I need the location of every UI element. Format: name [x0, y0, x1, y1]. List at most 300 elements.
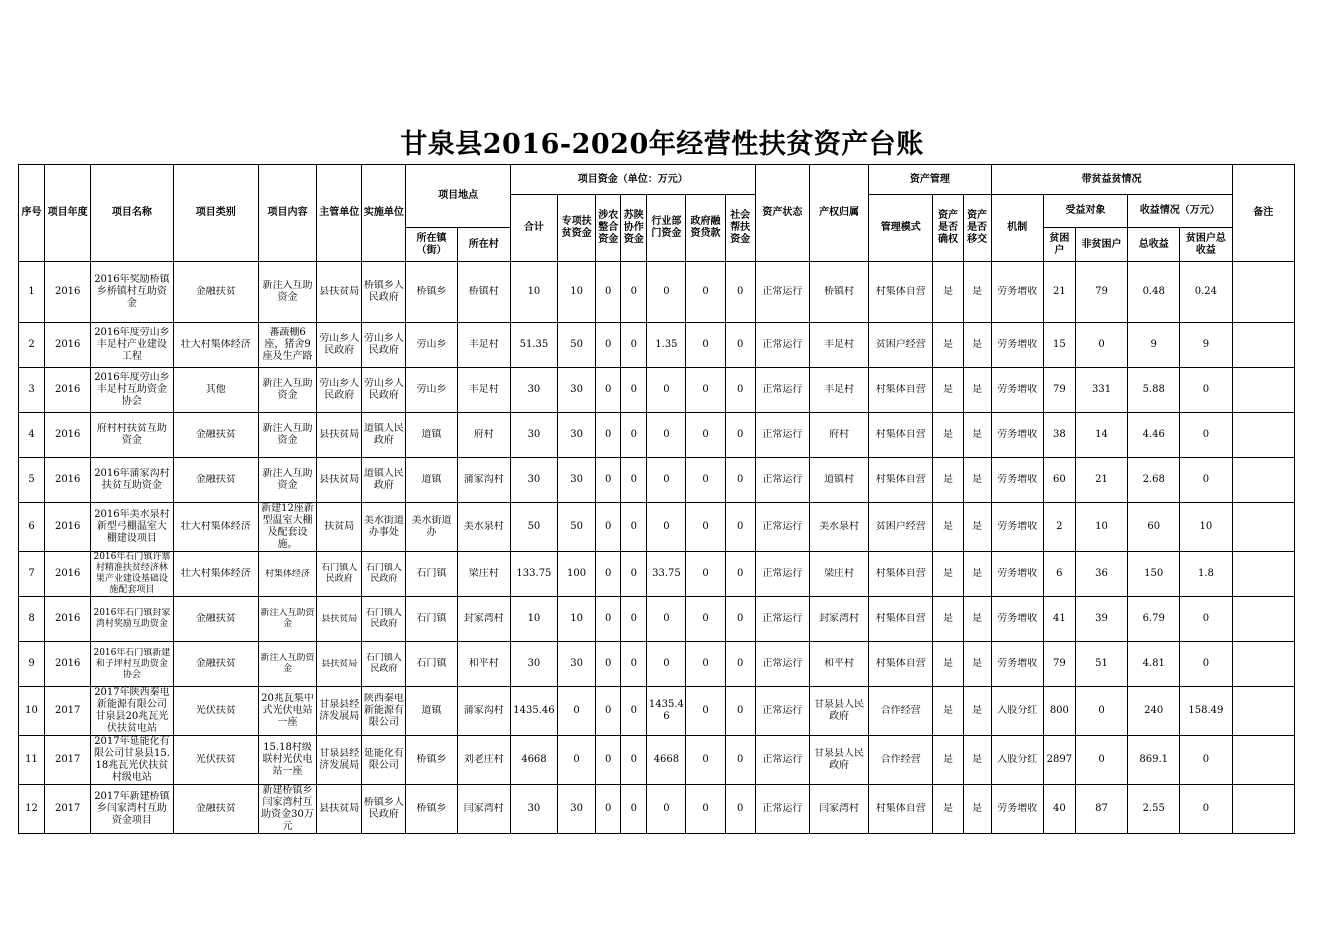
cell-village: [457, 642, 510, 687]
cell-town: [406, 642, 457, 687]
cell-dept: [317, 323, 362, 368]
cell-seq: [19, 687, 45, 736]
cell-text: 2016年蒲家沟村扶贫互助资金: [94, 468, 170, 491]
cell-text: 合作经营: [880, 754, 921, 765]
cell-social: [725, 552, 755, 597]
cell-text: 0: [1202, 658, 1210, 669]
cell-text: 壮大村集体经济: [180, 568, 251, 579]
cell-seq: [19, 368, 45, 413]
cell-nonpoor: [1075, 503, 1127, 552]
cell-text: 0: [630, 384, 637, 395]
header-category: 项目类别: [173, 165, 258, 262]
cell-text: 是: [942, 339, 953, 350]
cell-text: 1435.46: [648, 699, 684, 722]
cell-sushaan: [621, 323, 647, 368]
cell-text: 劳山乡人民政府: [319, 333, 360, 356]
cell-nonpoor: [1075, 736, 1127, 785]
cell-remark: [1232, 785, 1294, 834]
cell-village: [457, 736, 510, 785]
cell-dept: [317, 552, 362, 597]
cell-text: 金融扶贫: [195, 474, 236, 485]
cell-text: 2016年石门镇封家湾村奖励互助资金: [93, 608, 171, 629]
cell-text: 正常运行: [762, 339, 803, 350]
cell-transferred: [963, 458, 991, 503]
cell-text: 0: [737, 754, 744, 765]
cell-town: [406, 262, 457, 323]
cell-text: 道镇人民政府: [363, 423, 404, 446]
cell-text: 41: [1053, 613, 1066, 624]
cell-total: [510, 785, 557, 834]
cell-text: 金融扶贫: [195, 803, 236, 814]
cell-text: 劳务增收: [997, 384, 1038, 395]
cell-text: 入股分红: [997, 705, 1038, 716]
cell-text: 新注入互助资金: [262, 423, 313, 446]
cell-text: 石门镇人民政府: [321, 563, 358, 584]
cell-seq: [19, 736, 45, 785]
cell-mechanism: [991, 687, 1043, 736]
table-row: [19, 262, 1295, 323]
cell-text: 2016: [54, 339, 81, 350]
cell-text: 桥镇村: [824, 286, 855, 297]
cell-industry: [647, 552, 686, 597]
cell-text: 0: [663, 803, 670, 814]
header-benefit: 带贫益贫情况: [991, 165, 1232, 195]
cell-mgmt-mode: [869, 785, 933, 834]
cell-text: 2016年石门镇新建和子坪村互助资金协会: [93, 647, 171, 680]
cell-dept: [317, 503, 362, 552]
cell-text: 0: [737, 658, 744, 669]
cell-text: 壮大村集体经济: [180, 521, 251, 532]
cell-text: 是: [942, 521, 953, 532]
cell-text: 30: [570, 474, 583, 485]
cell-poor-income: [1180, 552, 1232, 597]
cell-text: 延能化有限公司: [363, 748, 404, 771]
cell-text: 0: [1202, 613, 1210, 624]
cell-text: 丰足村: [468, 384, 499, 395]
cell-nonpoor: [1075, 413, 1127, 458]
cell-nonpoor: [1075, 262, 1127, 323]
cell-text: 石门镇人民政府: [365, 653, 402, 674]
cell-mechanism: [991, 642, 1043, 687]
cell-confirmed: [933, 736, 963, 785]
header-content: 项目内容: [258, 165, 316, 262]
cell-text: 6.79: [1142, 613, 1165, 624]
cell-poor: [1043, 262, 1075, 323]
cell-text: 0.48: [1142, 286, 1165, 297]
cell-category: [173, 413, 258, 458]
cell-text: 2016年美水泉村新型弓棚温室大棚建设项目: [94, 509, 170, 544]
cell-text: 正常运行: [762, 613, 803, 624]
cell-text: 正常运行: [762, 474, 803, 485]
cell-loan: [686, 736, 725, 785]
cell-special: [558, 323, 596, 368]
cell-text: 县扶贫局: [321, 613, 358, 624]
cell-transferred: [963, 785, 991, 834]
cell-mechanism: [991, 413, 1043, 458]
header-special: 专项扶贫资金: [558, 195, 596, 262]
asset-ledger-table: [18, 164, 1295, 834]
cell-village: [457, 785, 510, 834]
header-nonpoor-households: 非贫困户: [1075, 228, 1127, 262]
cell-impl: [362, 687, 406, 736]
cell-text: 0: [605, 658, 612, 669]
cell-text: 0: [663, 613, 670, 624]
header-poor-households: 贫困户: [1043, 228, 1075, 262]
cell-text: 正常运行: [762, 568, 803, 579]
cell-poor-income: [1180, 597, 1232, 642]
cell-confirmed: [933, 642, 963, 687]
cell-text: 0: [1202, 384, 1210, 395]
cell-mgmt-mode: [869, 368, 933, 413]
cell-dept: [317, 642, 362, 687]
cell-text: 0: [663, 658, 670, 669]
cell-confirmed: [933, 368, 963, 413]
cell-text: 869.1: [1139, 754, 1169, 765]
cell-text: 0: [702, 286, 709, 297]
header-total: 合计: [510, 195, 557, 262]
page-title: 甘泉县2016-2020年经营性扶贫资产台账: [400, 129, 924, 160]
cell-text: 金融扶贫: [195, 429, 236, 440]
cell-text: 村集体自营: [875, 286, 926, 297]
cell-text: 0: [737, 286, 744, 297]
cell-impl: [362, 785, 406, 834]
table-row: [19, 736, 1295, 785]
cell-text: 是: [972, 384, 983, 395]
cell-text: 是: [942, 474, 953, 485]
cell-text: 是: [972, 286, 983, 297]
cell-text: 入股分红: [997, 754, 1038, 765]
cell-text: 丰足村: [824, 339, 855, 350]
cell-text: 2016年石门镇许寨村精准扶贫经济林果产业建设基础设施配套项目: [93, 552, 171, 595]
cell-social: [725, 458, 755, 503]
cell-text: 10: [1199, 521, 1213, 532]
cell-text: 2017年新建桥镇乡闫家湾村互助资金项目: [94, 791, 170, 826]
cell-text: 美水街道办事处: [363, 515, 404, 538]
cell-sushaan: [621, 785, 647, 834]
cell-nonpoor: [1075, 785, 1127, 834]
cell-remark: [1232, 323, 1294, 368]
cell-total: [510, 368, 557, 413]
cell-text: 是: [972, 568, 983, 579]
cell-category: [173, 323, 258, 368]
header-mgmt-mode: 管理模式: [869, 195, 933, 262]
cell-town: [406, 597, 457, 642]
cell-nonpoor: [1075, 323, 1127, 368]
cell-impl: [362, 262, 406, 323]
cell-text: 2016: [54, 429, 81, 440]
cell-mgmt-mode: [869, 552, 933, 597]
cell-agri: [596, 323, 621, 368]
cell-total: [510, 736, 557, 785]
cell-ownership: [809, 785, 868, 834]
cell-text: 14: [1095, 429, 1108, 440]
cell-mechanism: [991, 597, 1043, 642]
cell-industry: [647, 736, 686, 785]
cell-text: 金融扶贫: [195, 613, 236, 624]
cell-seq: [19, 458, 45, 503]
cell-text: 新建桥镇乡闫家湾村互助资金30万元: [261, 785, 314, 832]
cell-loan: [686, 785, 725, 834]
cell-text: 是: [942, 803, 953, 814]
cell-status: [755, 368, 809, 413]
cell-text: 0: [1202, 754, 1210, 765]
cell-industry: [647, 323, 686, 368]
cell-confirmed: [933, 503, 963, 552]
cell-seq: [19, 262, 45, 323]
cell-remark: [1232, 262, 1294, 323]
cell-poor: [1043, 323, 1075, 368]
header-transferred: 资产是否移交: [963, 195, 991, 262]
cell-special: [558, 413, 596, 458]
cell-text: 劳务增收: [997, 474, 1038, 485]
cell-text: 正常运行: [762, 754, 803, 765]
cell-total-income: [1128, 458, 1180, 503]
cell-text: 0: [663, 429, 670, 440]
cell-text: 1.35: [655, 339, 678, 350]
cell-text: 封家湾村: [463, 613, 504, 624]
cell-mechanism: [991, 368, 1043, 413]
cell-text: 2016: [54, 286, 81, 297]
cell-mechanism: [991, 323, 1043, 368]
cell-text: 0: [630, 658, 637, 669]
cell-name: [91, 323, 173, 368]
cell-town: [406, 785, 457, 834]
cell-agri: [596, 368, 621, 413]
cell-nonpoor: [1075, 552, 1127, 597]
cell-text: 0: [1202, 474, 1210, 485]
cell-text: 2016: [54, 658, 81, 669]
cell-sushaan: [621, 597, 647, 642]
cell-text: 是: [942, 568, 953, 579]
cell-poor: [1043, 597, 1075, 642]
cell-dept: [317, 597, 362, 642]
cell-impl: [362, 736, 406, 785]
cell-text: 金融扶贫: [195, 286, 236, 297]
cell-loan: [686, 552, 725, 597]
table-row: [19, 368, 1295, 413]
cell-text: 道镇人民政府: [363, 468, 404, 491]
cell-name: [91, 642, 173, 687]
cell-text: 和平村: [824, 658, 855, 669]
cell-text: 道镇: [421, 429, 442, 440]
cell-status: [755, 323, 809, 368]
cell-text: 5.88: [1142, 384, 1165, 395]
cell-village: [457, 368, 510, 413]
cell-agri: [596, 458, 621, 503]
cell-content: [258, 458, 316, 503]
cell-mgmt-mode: [869, 687, 933, 736]
cell-text: 道镇: [421, 474, 442, 485]
cell-text: 0: [663, 521, 670, 532]
cell-content: [258, 413, 316, 458]
cell-text: 33.75: [652, 568, 681, 579]
cell-text: 桥镇乡: [416, 754, 447, 765]
cell-total-income: [1128, 413, 1180, 458]
cell-total-income: [1128, 323, 1180, 368]
cell-remark: [1232, 413, 1294, 458]
cell-total: [510, 642, 557, 687]
cell-text: 0: [1098, 705, 1105, 716]
cell-total-income: [1128, 785, 1180, 834]
cell-content: [258, 262, 316, 323]
cell-text: 府村村扶贫互助资金: [96, 423, 167, 446]
cell-content: [258, 687, 316, 736]
cell-mgmt-mode: [869, 597, 933, 642]
table-row: [19, 597, 1295, 642]
cell-content: [258, 736, 316, 785]
header-mechanism: 机制: [991, 195, 1043, 262]
header-funds: 项目资金（单位：万元）: [510, 165, 755, 195]
cell-text: 道镇村: [824, 474, 855, 485]
cell-village: [457, 458, 510, 503]
cell-status: [755, 736, 809, 785]
cell-poor: [1043, 552, 1075, 597]
cell-total-income: [1128, 262, 1180, 323]
cell-text: 0: [737, 568, 744, 579]
cell-total: [510, 687, 557, 736]
table-body: [19, 262, 1295, 834]
cell-text: 4.81: [1142, 658, 1165, 669]
cell-text: 新注入互助资金: [262, 280, 313, 303]
cell-nonpoor: [1075, 368, 1127, 413]
cell-year: [45, 323, 91, 368]
cell-text: 0: [630, 521, 637, 532]
cell-text: 2: [28, 339, 35, 350]
cell-text: 村集体自营: [875, 568, 926, 579]
cell-poor: [1043, 642, 1075, 687]
cell-social: [725, 785, 755, 834]
cell-confirmed: [933, 785, 963, 834]
cell-village: [457, 597, 510, 642]
cell-text: 10: [527, 286, 541, 297]
cell-confirmed: [933, 687, 963, 736]
cell-transferred: [963, 413, 991, 458]
cell-status: [755, 503, 809, 552]
cell-text: 0: [630, 705, 637, 716]
cell-ownership: [809, 323, 868, 368]
table-row: [19, 413, 1295, 458]
cell-text: 0: [663, 384, 670, 395]
cell-nonpoor: [1075, 687, 1127, 736]
cell-year: [45, 458, 91, 503]
cell-text: 50: [527, 521, 541, 532]
cell-industry: [647, 785, 686, 834]
cell-text: 0: [630, 286, 637, 297]
cell-category: [173, 642, 258, 687]
cell-special: [558, 503, 596, 552]
cell-text: 2017: [54, 803, 81, 814]
cell-text: 30: [570, 803, 583, 814]
cell-impl: [362, 458, 406, 503]
cell-text: 15: [1053, 339, 1066, 350]
cell-text: 闫家湾村: [463, 803, 504, 814]
cell-text: 240: [1144, 705, 1164, 716]
cell-ownership: [809, 503, 868, 552]
table-row: [19, 642, 1295, 687]
cell-special: [558, 368, 596, 413]
cell-special: [558, 552, 596, 597]
cell-text: 4668: [521, 754, 547, 765]
cell-town: [406, 552, 457, 597]
cell-text: 1: [28, 286, 35, 297]
cell-text: 0: [605, 568, 612, 579]
cell-total-income: [1128, 503, 1180, 552]
cell-name: [91, 368, 173, 413]
cell-nonpoor: [1075, 458, 1127, 503]
cell-poor-income: [1180, 323, 1232, 368]
cell-poor: [1043, 368, 1075, 413]
cell-industry: [647, 597, 686, 642]
cell-town: [406, 413, 457, 458]
cell-text: 村集体自营: [875, 658, 926, 669]
cell-category: [173, 597, 258, 642]
cell-text: 石门镇: [416, 613, 447, 624]
cell-category: [173, 552, 258, 597]
cell-status: [755, 552, 809, 597]
cell-total: [510, 597, 557, 642]
cell-text: 100: [567, 568, 587, 579]
cell-text: 劳务增收: [997, 613, 1038, 624]
cell-text: 0: [1202, 803, 1210, 814]
cell-text: 0: [702, 613, 709, 624]
header-village: 所在村: [457, 228, 510, 262]
cell-seq: [19, 642, 45, 687]
cell-ownership: [809, 413, 868, 458]
cell-text: 2016: [54, 568, 81, 579]
header-dept: 主管单位: [317, 165, 362, 262]
cell-mgmt-mode: [869, 503, 933, 552]
cell-agri: [596, 687, 621, 736]
cell-town: [406, 368, 457, 413]
cell-loan: [686, 642, 725, 687]
cell-impl: [362, 323, 406, 368]
cell-text: 蒲家沟村: [463, 705, 504, 716]
cell-special: [558, 458, 596, 503]
cell-social: [725, 503, 755, 552]
header-impl: 实施单位: [362, 165, 406, 262]
cell-town: [406, 503, 457, 552]
cell-ownership: [809, 458, 868, 503]
cell-text: 扶贫局: [324, 521, 355, 532]
cell-text: 村集体经济: [265, 568, 311, 579]
cell-text: 0: [737, 384, 744, 395]
cell-text: 2017年延能化有限公司甘泉县15.18兆瓦光伏扶贫村级电站: [93, 736, 170, 783]
cell-status: [755, 642, 809, 687]
cell-year: [45, 552, 91, 597]
cell-text: 79: [1095, 286, 1108, 297]
cell-ownership: [809, 262, 868, 323]
cell-text: 0: [605, 705, 612, 716]
cell-village: [457, 552, 510, 597]
cell-text: 县扶贫局: [319, 803, 360, 814]
cell-text: 0: [702, 705, 709, 716]
cell-industry: [647, 503, 686, 552]
cell-agri: [596, 785, 621, 834]
cell-category: [173, 458, 258, 503]
cell-sushaan: [621, 262, 647, 323]
cell-text: 0: [663, 474, 670, 485]
cell-year: [45, 642, 91, 687]
header-agri: 涉农整合资金: [596, 195, 621, 262]
cell-text: 51: [1095, 658, 1108, 669]
cell-text: 87: [1095, 803, 1108, 814]
cell-text: 6: [1056, 568, 1063, 579]
cell-poor-income: [1180, 262, 1232, 323]
cell-transferred: [963, 552, 991, 597]
cell-text: 0: [702, 339, 709, 350]
cell-text: 县扶贫局: [319, 474, 360, 485]
header-status: 资产状态: [755, 165, 809, 262]
